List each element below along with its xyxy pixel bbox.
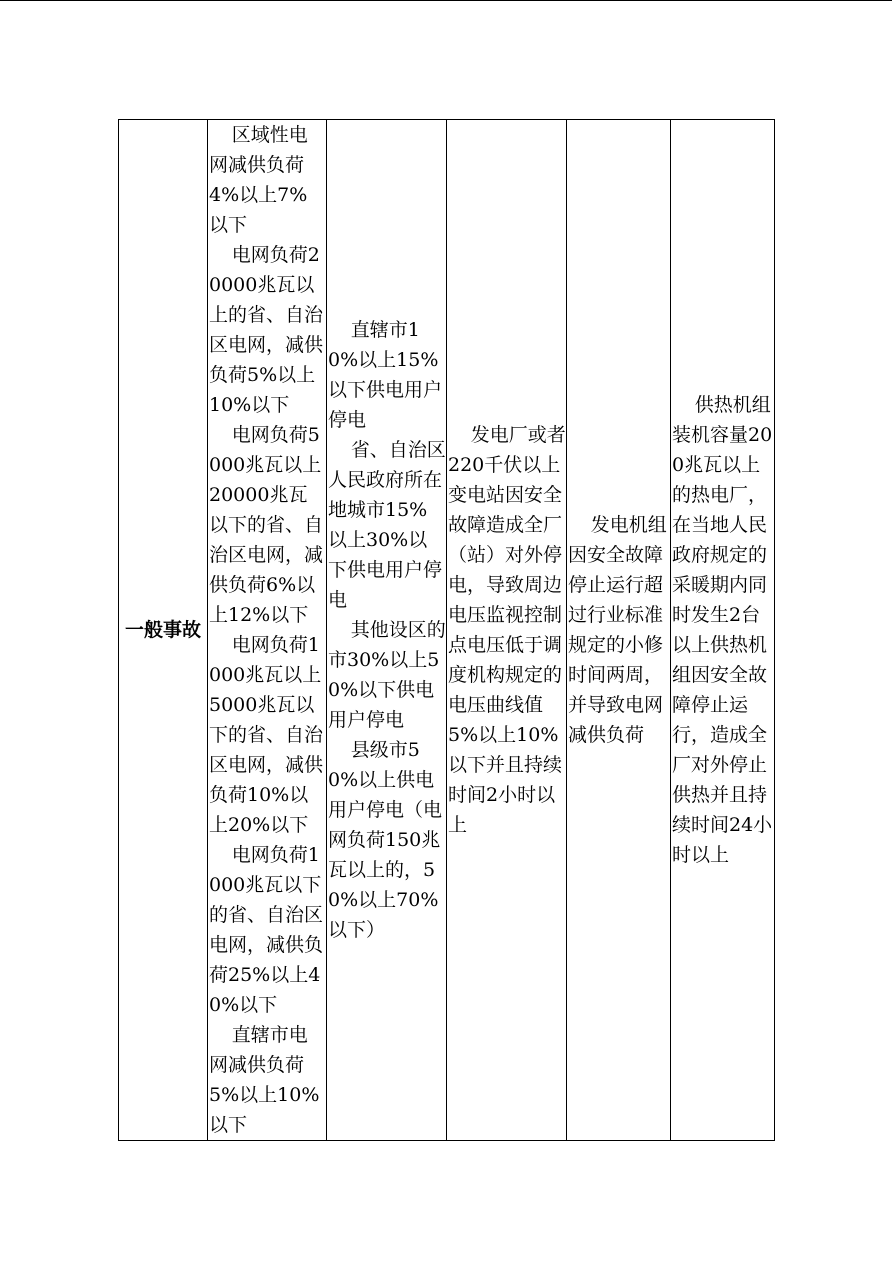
criterion-paragraph: 区域性电网减供负荷4%以上7%以下 xyxy=(209,124,308,236)
table-row xyxy=(119,120,775,1141)
criterion-paragraph: 直辖市电网减供负荷5%以上10%以下 xyxy=(209,1024,320,1136)
criterion-paragraph: 发电机组因安全故障停止运行超过行业标准规定的小修时间两周，并导致电网减供负荷 xyxy=(568,514,667,746)
criterion-paragraph: 电网负荷20000兆瓦以上的省、自治区电网，减供负荷5%以上10%以下 xyxy=(209,244,324,416)
generator-outage-cell xyxy=(567,120,671,1141)
criterion-paragraph: 电网负荷1000兆瓦以下的省、自治区电网，减供负荷25%以上40%以下 xyxy=(209,844,324,1016)
criterion-paragraph: 电网负荷5000兆瓦以上20000兆瓦以下的省、自治区电网，减供负荷6%以上12%以下 xyxy=(209,424,324,626)
grid-load-reduction-cell xyxy=(208,120,327,1141)
accident-grade-table xyxy=(118,119,775,1141)
criterion-paragraph: 供热机组装机容量200兆瓦以上的热电厂，在当地人民政府规定的采暖期内同时发生2台以上供热机组因安全故障停止运行，造成全厂对外停止供热并且持续时间24小时以上 xyxy=(672,394,773,866)
heating-outage-cell xyxy=(671,120,775,1141)
criterion-paragraph: 直辖市10%以上15%以下供电用户停电 xyxy=(328,319,443,431)
criterion-paragraph: 电网负荷1000兆瓦以上5000兆瓦以下的省、自治区电网，减供负荷10%以上20%以下 xyxy=(209,634,324,836)
criterion-paragraph: 省、自治区人民政府所在地城市15%以上30%以下供电用户停电 xyxy=(328,439,446,611)
criterion-paragraph: 发电厂或者220千伏以上变电站因安全故障造成全厂（站）对外停电，导致周边电压监视控制点电压低于调度机构规定的电压曲线值5%以上10%以下并且持续时间2小时以上 xyxy=(448,424,566,836)
substation-outage-cell xyxy=(447,120,567,1141)
criterion-paragraph: 其他设区的市30%以上50%以下供电用户停电 xyxy=(328,619,446,731)
criterion-paragraph: 县级市50%以上供电用户停电（电网负荷150兆瓦以上的，50%以上70%以下） xyxy=(328,739,443,941)
accident-level-cell: 一般事故 xyxy=(119,120,208,1141)
power-outage-users-cell xyxy=(327,120,447,1141)
page-top-border xyxy=(0,0,892,1)
